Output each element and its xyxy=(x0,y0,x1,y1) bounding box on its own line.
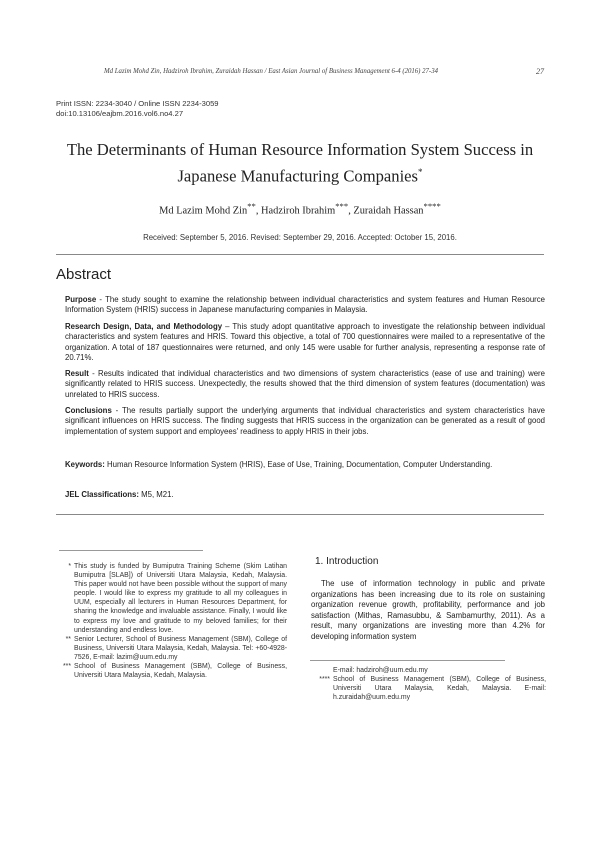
footnote-text: This study is funded by Bumiputra Training Scheme (Skim Latihan Bumiputra [SLAB]) of Universiti Utara Malaysia, Kedah, Malaysia. This paper would not have been possible without the support of many people. I would like to express my gratitude to all my colleagues in UUM, especially all lecturers in Human Resources Department, for sharing the knowledge and invaluable assistance. Finally, I would like to express my love and gratitude to my beloved families; for their understanding and endless love. xyxy=(74,563,287,634)
section-heading-introduction: 1. Introduction xyxy=(315,556,379,567)
author-separator: , xyxy=(348,205,354,217)
running-header: Md Lazim Mohd Zin, Hadziroh Ibrahim, Zuraidah Hassan / East Asian Journal of Business Management 6-4 (2016) 27-34 xyxy=(104,68,438,75)
submission-dates: Received: September 5, 2016. Revised: September 29, 2016. Accepted: October 15, 2016. xyxy=(143,233,457,242)
result-text: - Results indicated that individual characteristics and two dimensions of system characteristics (ease of use and training) were significantly related to HRIS success. Unexpectedly, the results showed that the third dimension of system features (documentation) was unrelated to HRIS success. xyxy=(65,369,545,399)
footnote-text: School of Business Management (SBM), College of Business, Universiti Utara Malaysia, Kedah, Malaysia. xyxy=(74,663,287,680)
footnotes-left xyxy=(59,562,287,680)
title-footnote-mark: * xyxy=(418,167,423,177)
footnote xyxy=(59,662,287,680)
abstract-conclusions xyxy=(65,406,545,437)
keywords-text: Human Resource Information System (HRIS), Ease of Use, Training, Documentation, Computer Understanding. xyxy=(104,460,493,469)
conclusions-label: Conclusions xyxy=(65,406,112,415)
author-name: Md Lazim Mohd Zin xyxy=(159,205,248,217)
footnote-text: E-mail: hadziroh@uum.edu.my xyxy=(333,667,428,674)
footnote-mark xyxy=(310,666,333,675)
design-text: – This study adopt quantitative approach to investigate the relationship between individual characteristics and system features and HRIS. Toward this objective, a total of 700 questionnaires were mailed to a representative of the organization. A total of 187 questionnaires were returned, and only 145 were usable for further analysis, representing a response rate of 20.71%. xyxy=(65,322,545,363)
purpose-label: Purpose xyxy=(65,295,97,304)
footnote xyxy=(59,562,287,635)
purpose-text: - The study sought to examine the relationship between individual characteristics and system features and Human Resource Information System (HRIS) success in Japanese manufacturing companies in Malaysia. xyxy=(65,295,545,315)
issn-line: Print ISSN: 2234-3040 / Online ISSN 2234-3059 xyxy=(56,99,219,108)
author-mark: ** xyxy=(247,201,256,211)
introduction-body xyxy=(311,579,545,642)
footnote xyxy=(59,635,287,662)
keywords xyxy=(65,460,545,469)
footnote-mark: * xyxy=(68,563,71,570)
jel-text: M5, M21. xyxy=(138,490,174,499)
title-line-2-text: Japanese Manufacturing Companies xyxy=(177,166,419,186)
title-line-2 xyxy=(56,161,544,188)
abstract-purpose xyxy=(65,295,545,316)
abstract-heading: Abstract xyxy=(56,266,112,283)
abstract-design xyxy=(65,322,545,364)
jel-classifications xyxy=(65,490,174,499)
footnote-text: Senior Lecturer, School of Business Management (SBM), College of Business, Universiti Utara Malaysia, Kedah, Malaysia. Tel: +60-4928-7526, E-mail: lazim@uum.edu.my xyxy=(74,635,287,661)
issn-block xyxy=(56,99,219,118)
paper-title xyxy=(56,138,544,188)
keywords-label: Keywords: xyxy=(65,460,105,469)
footnote-mark: **** xyxy=(319,676,330,684)
author-separator: , xyxy=(255,205,262,217)
footnote xyxy=(310,675,546,702)
conclusions-text: - The results partially support the underlying arguments that individual characteristics and system characteristics have significant influences on HRIS success. The finding suggests that HRIS success in the organization can be generated as a result of good implementation of system support and employees' readiness to apply HRIS in their jobs. xyxy=(65,406,545,436)
doi-line: doi:10.13106/eajbm.2016.vol6.no4.27 xyxy=(56,108,184,118)
footnote-text: School of Business Management (SBM), College of Business, Universiti Utara Malaysia, Kedah, Malaysia. E-mail: h.zuraidah@uum.edu.my xyxy=(333,676,546,702)
footnote-rule xyxy=(310,660,505,661)
abstract-result xyxy=(65,369,545,400)
footnote-mark: ** xyxy=(65,635,71,643)
author-name: Hadziroh Ibrahim xyxy=(261,205,336,217)
divider xyxy=(56,514,544,515)
footnote xyxy=(310,666,546,675)
result-label: Result xyxy=(65,369,89,378)
author-mark: **** xyxy=(423,201,441,211)
footnote-rule xyxy=(59,550,203,551)
footnote-mark: *** xyxy=(62,663,71,671)
author-list xyxy=(56,201,544,216)
introduction-text: The use of information technology in public and private organizations has been increasing due to its role on sustaining organization revenue growth, profitability, performance and job satisfaction (Mithas, Ramasubbu, & Sambamurthy, 2011). As a result, many organizations are investing more than 4.2% for developing information system xyxy=(311,579,545,641)
title-line-1: The Determinants of Human Resource Information System Success in xyxy=(66,140,534,159)
jel-label: JEL Classifications: xyxy=(65,490,139,499)
design-label: Research Design, Data, and Methodology xyxy=(65,322,223,331)
divider xyxy=(56,254,544,255)
footnotes-right xyxy=(310,666,546,702)
author-name: Zuraidah Hassan xyxy=(353,205,424,217)
author-mark: *** xyxy=(335,201,349,211)
page-number: 27 xyxy=(536,67,544,76)
